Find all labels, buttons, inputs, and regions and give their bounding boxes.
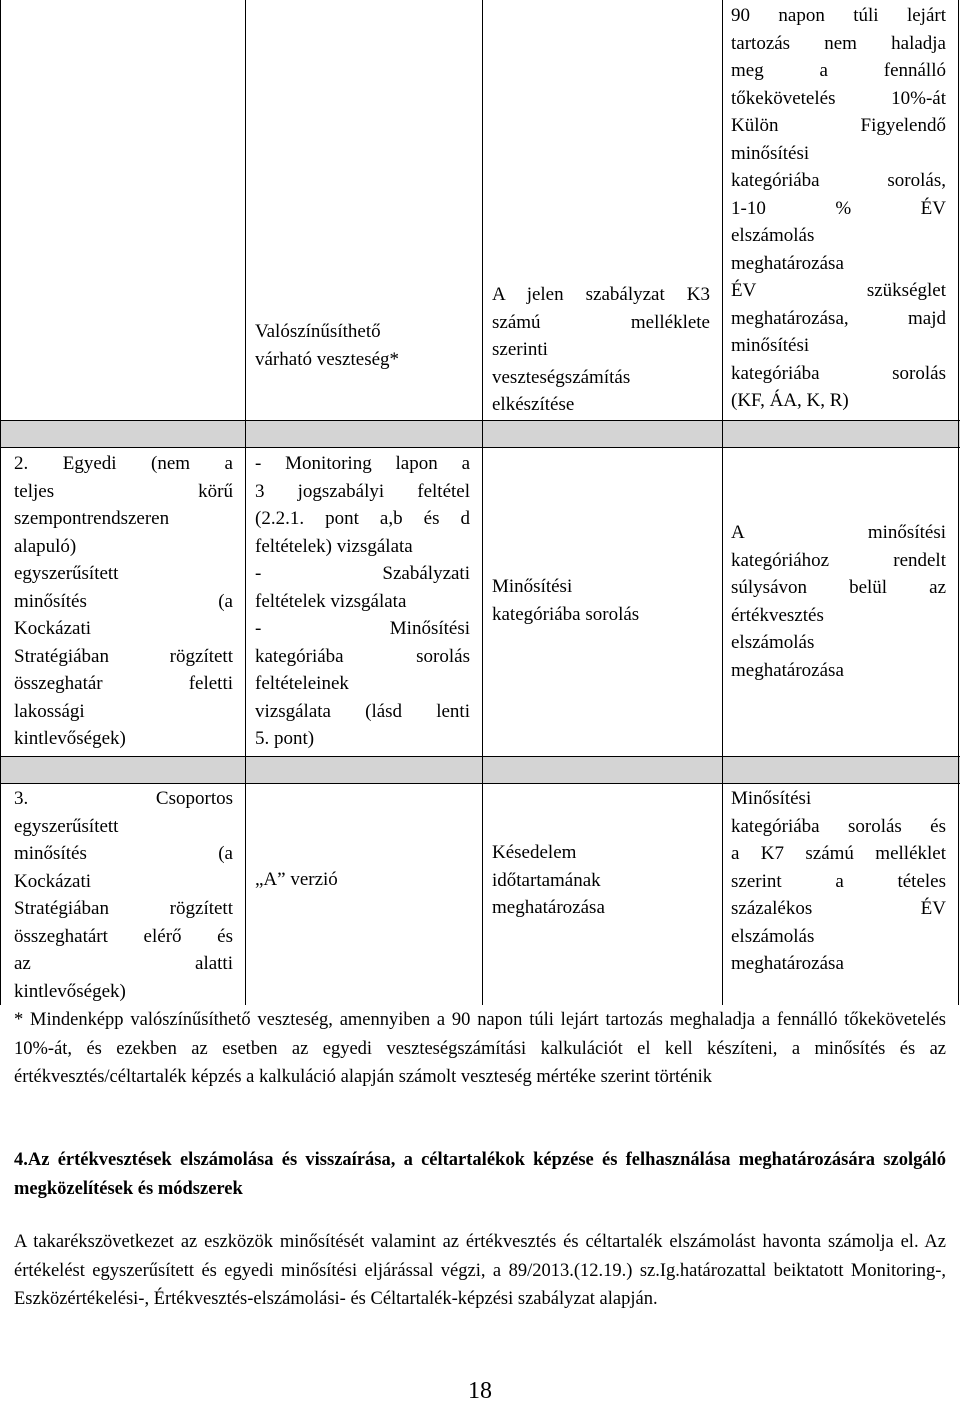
section-heading: 4.Az értékvesztések elszámolása és visszaírása, a céltartalékok képzése és felhasználása meghatározására szolgáló megközelítések és módszerek: [14, 1150, 946, 1199]
row3-col3-cell: Késedelem időtartamának meghatározása: [492, 842, 605, 918]
table-border-bottom-band2: [0, 783, 960, 784]
table-border-bottom-band1: [0, 447, 960, 448]
table-border-top-band2: [0, 756, 960, 757]
page-number: 18: [468, 1378, 492, 1404]
body-paragraph: A takarékszövetkezet az eszközök minősítését valamint az értékvesztés és céltartalék elszámolást havonta számolja el. Az értékelést egyszerűsített és egyedi minősítési eljárással végzi, a 89/2013.(12.19.) sz.Ig.határozattal beiktatott Monitoring-, Eszközértékelési-, Értékvesztés-elszámolási- és Céltartalék-képzési szabályzat alapján.: [14, 1232, 946, 1309]
row1-col3-cell: A jelen szabályzat K3 számú melléklete szerinti veszteségszámítás elkészítése: [492, 284, 710, 415]
row-separator-band-2: [0, 756, 960, 783]
row2-col4-cell: A minősítési kategóriához rendelt súlysávon belül az értékvesztés elszámolás meghatározása: [731, 522, 946, 681]
row3-col4-cell: Minősítési kategóriába sorolás és a K7 számú melléklet szerint a tételes százalékos ÉV elszámolás meghatározása: [731, 788, 946, 974]
table-col-divider-4: [958, 0, 959, 1005]
table-border-top-band1: [0, 420, 960, 421]
row-separator-band-1: [0, 420, 960, 447]
footnote: * Mindenképp valószínűsíthető veszteség, amennyiben a 90 napon túli lejárt tartozás meghaladja a fennálló tőkekövetelés 10%-át, és ezekben az esetben az egyedi veszteségszámítási kalkulációt el kell készíteni, a minősítés és az értékvesztés/céltartalék képzés a kalkuláció alapján számolt veszteség mértéke szerint történik: [14, 1010, 946, 1087]
row2-col2-cell: - Monitoring lapon a 3 jogszabályi feltétel (2.2.1. pont a,b és d feltételek) vizsgálata - Szabályzati feltételek vizsgálata - Minősítési kategóriába sorolás feltételeinek vizsgálata (lásd lenti 5. pont): [255, 453, 470, 749]
table-col-divider-3: [722, 0, 723, 1005]
row3-col2-cell: „A” verzió: [255, 869, 338, 890]
row2-col3-cell: Minősítési kategóriába sorolás: [492, 576, 640, 625]
row1-col2-cell: Valószínűsíthető várható veszteség*: [255, 321, 400, 370]
table-col-divider-1: [245, 0, 246, 1005]
table-col-divider-2: [482, 0, 483, 1005]
row3-col1-cell: 3. Csoportos egyszerűsített minősítés (a Kockázati Stratégiában rögzített összeghatárt elérő és az alatti kintlevőségek): [14, 788, 233, 1002]
row2-col1-cell: 2. Egyedi (nem a teljes körű szempontrendszeren alapuló) egyszerűsített minősítés (a Kockázati Stratégiában rögzített összeghatár feletti lakossági kintlevőségek): [14, 453, 233, 749]
table-col-divider-0: [0, 0, 1, 1005]
row1-col4-cell: 90 napon túli lejárt tartozás nem haladja meg a fennálló tőkekövetelés 10%-át Külön Figyelendő minősítési kategóriába sorolás, 1-10 % ÉV elszámolás meghatározása ÉV szükséglet meghatározása, majd minősítési kategóriába sorolás (KF, ÁA, K, R): [731, 5, 946, 411]
